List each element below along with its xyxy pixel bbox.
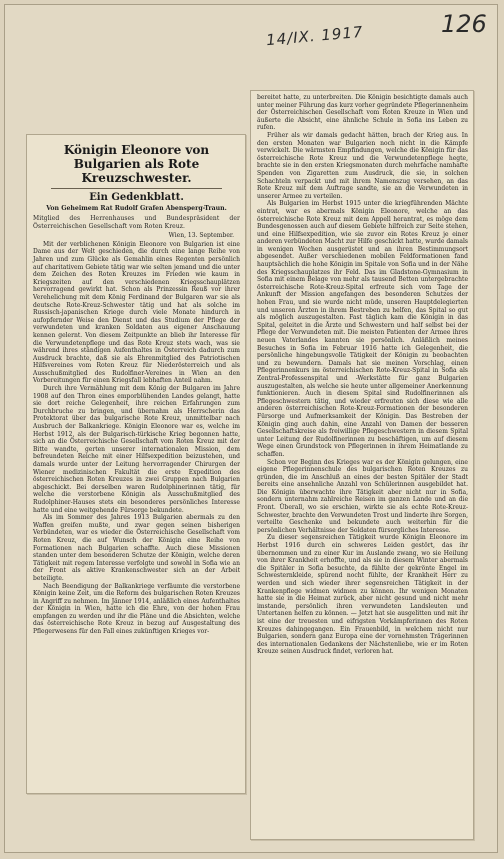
newspaper-clipping-left [26, 134, 246, 794]
article-paragraph: Zu dieser segensreichen Tätigkeit wurde Königin Eleonore im Herbst 1916 durch ein schweres Leiden gestört, das ihr übernommen und zu einer Kur im Auslande zwang, wo sie Heilung von ihrer Krankheit erhoffte, und als sie in diesem Winter abermals die Spitäler in Sofia besuchte, da fühlte der gekrönte Engel im Schwesternkleide, spürend nocht fühlte, der Krankheit Herr zu werden und sich wieder ihrer segensreichen Tätigkeit in der Krankenpflege widmen widmen zu können. Ihr wenigen Monaten hatte sie in die Heimat zurück, aber nicht gesund und nicht mehr imstande, persönlich ihren verwundeten Landsleuten und Untertanen helfen zu können. — Jetzt hat sie ausgelitten und mit ihr ist eine der treuesten und eifrigsten Vorkämpferinnen des Roten Kreuzes dahingegangen. Ein Frauenbild, in welchem nicht nur Bulgarien, sondern ganz Europa eine der vornehmsten Trägerinnen des internationalen Gedankens der Nächstenliebe, wie er im Roten Kreuze seinen Ausdruck findet, verloren hat. [257, 534, 468, 656]
article-paragraph: Als im Sommer des Jahres 1913 Bulgarien abermals zu den Waffen greifen mußte, und zwar gegen seinen bisherigen Verbündeten, war es wieder die Österreichische Gesellschaft vom Roten Kreuz, die auf Wunsch der Königin eine Reihe von Formationen nach Bulgarien schaffte. Auch diese Missionen standen unter dem besonderen Schutze der Königin, welche deren Tätigkeit mit regem Interesse verfolgte und sowohl in Sofia wie an der Front als aktive Krankenschwester sich an der Arbeit beteiligte. [33, 514, 240, 582]
headline-rule [51, 188, 222, 189]
article-headline: Königin Eleonore von Bulgarien als Rote Kreuzschwester. [63, 143, 210, 185]
article-subhead: Ein Gedenkblatt. [89, 192, 184, 203]
newspaper-clipping-right [250, 90, 474, 840]
article-paragraph: Nach Beendigung der Balkankriege verfäumte die verstorbene Königin keine Zeit, um die Reform des bulgarischen Roten Kreuzes in Angriff zu nehmen. Im Jänner 1914, anläßlich eines Aufenthaltes der Königin in Wien, hatte ich die Ehre, von der hohen Frau empfangen zu werden und ihr die Pläne und die Absichten, welche das österreichische Rote Kreuz in bezug auf Ausgestaltung des Pflegerwesens für den Fall eines zukünftigen Krieges vor- [33, 582, 240, 636]
article-paragraph: Schon vor Beginn des Krieges war es der Königin gelungen, eine eigene Pflegerinnenschule des bulgarischen Roten Kreuzes zu gründen, die im Anschluß an eines der besten Spitäler der Stadt bereits eine ansehnliche Anzahl von Schülerinnen ausgebildet hat. Die Königin überwachte ihre Tätigkeit aber nicht nur in Sofia, sondern unternahm zahlreiche Reisen im ganzen Lande und an die Front. Überall, wo sie erschien, wirkte sie als echte Rote-Kreuz-Schwester, brachte den Verwundeten Trost und linderte ihre Sorgen, verteilte Geschenke und bekundete auch weiterhin für die persönlichen Verhältnisse der Soldaten fürsorgliches Interesse. [257, 458, 468, 534]
article-byline: Von Geheimem Rat Rudolf Grafen Abensperg-Traun. [46, 205, 227, 212]
article-paragraph: Durch ihre Vermählung mit dem König der Bulgaren im Jahre 1908 auf den Thron eines emporblühenden Landes gelangt, hatte sie dort reiche Gelegenheit, ihre reichen Erfahrungen zum Durchbruche zu bringen, und übernahm als Herrscherin das Protektorat über das bulgarische Rote Kreuz, unmittelbar nach Ausbruch der Balkankriege. Königin Eleonore war es, welche im Herbst 1912, als der Bulgarisch-türkische Krieg begonnen hatte, sich an die Österreichische Gesellschaft vom Roten Kreuz mit der Bitte wandte, gerten unserer internationalen Mission, dem befreundeten Reiche mit einer Hilfsexpedition beizustehen, und damals wurde unter der Leitung hervorragender Chirurgen der Wiener medizinischen Fakultät die erste Expedition des österreichischen Roten Kreuzes in zwei Gruppen nach Bulgarien abgeschickt. Bei derselben waren Rudolphinerinnen tätig, für welche die verstorbene Königin als Ausschußmitglied des Rudolphiner-Hauses stets ein besonderes persönliches Interesse hatte und eine weitgehende Fürsorge bekundete. [33, 385, 240, 514]
article-author-title: Mitglied des Herrenhauses und Bundespräsident der Österreichischen Gesellschaft vom Roten Kreuz. [33, 215, 240, 230]
article-paragraph: Als Bulgarien im Herbst 1915 unter die kriegführenden Mächte eintrat, war es abermals Königin Eleonore, welche an das österreichische Rote Kreuz mit dem Appell herantrat, es möge dem Bundesgenossen auch auf diesem Gebiete hilfreich zur Seite stehen, und eine Hilfsexpedition, wie sie zuvor ein Rotes Kreuz je einer anderen verbündeten Macht zur Hilfe geschickt hatte, wurde damals in wenigen Wochen ausgerüstet und an ihren Bestimmungsort abgesendet. Außer verschiedenen mobilen Feldformationen fand hauptsächlich die hohe Königin im Spitale von Sofia und in der Nähe des Kriegsschauplatzes ihr Feld. Das im Gladstone-Gymnasium in Sofia mit einem Belage von mehr als tausend Betten untergebrachte österreichische Rote-Kreuz-Spital erfreute sich vom Tage der Ankunft der Mission angefangen des besonderen Schutzes der hohen Frau, und sie wurde nicht müde, unseren Hauptdelegierten und unseren Ärzten in ihrem Bestreben zu helfen, das Spital so gut als möglich auszugestalten. Fast täglich kam die Königin in das Spital, geleitet in die Ärzte und Schwestern und half selbst bei der Pflege der Verwundeten mit. Die meisten Patienten der Armee ihres neuen Vaterlandes kannten sie persönlich. Anläßlich meines Besuches in Sofia im Februar 1916 hatte ich Gelegenheit, die persönliche hingebungsvolle Tätigkeit der Königin zu beobachten und zu bewundern. Damals hat sie meinen Vorschlag, einen Pflegerinnenkurs im österreichischen Rote-Kreuz-Spital in Sofia als Zentral-Professenspital und -Werkstätte für ganz Bulgarien auszugestalten, als welche sie heute unter allgemeiner Anerkennung funktionieren. Auch in diesem Spital sind Rudolfinerinnen als Pflegeschwestern tätig, und wieder erfreuten sich diese wie alle anderen österreichischen Rote-Kreuz-Formationen der besonderen Fürsorge und Aufmerksamkeit der Königin. Das Bestreben der Königin ging auch dahin, eine Anzahl von Damen der besseren Gesellschaftskreise als freiwillige Pflegeschwestern in diesem Spital unter Leitung der Rudolfinerinnen zu beschäftigen, um auf diesem Wege einen Grundstock von Pflegerinnen in ihrem Heimatlande zu schaffen. [257, 200, 468, 458]
handwritten-page-number: 126 [441, 10, 487, 38]
article-paragraph: Mit der verblichenen Königin Eleonore von Bulgarien ist eine Dame aus der Welt geschieden, die durch eine lange Reihe von Jahren und zum Glücke als Gemahlin eines Regenten persönlich auf charitativem Gebiete tätig war wie selten jemand und die unter dem Zeichen des Roten Kreuzes im Frieden wie kaum in Kriegszeiten auf den verschiedenen Kriegsschauplätzen hervorragend gewirkt hat. Schon als Prinzessin Reuß vor ihrer Verehelichung mit dem König Ferdinand der Bulgaren war sie als deutsche Rote-Kreuz-Schwester tätig und hat als solche im Russisch-japanischen Kriege durch viele Monate hindurch in aufopfernder Weise den Dienst und das Studium der Pflege der verwundeten und kranken Soldaten aus eigener Anschauung kennen gelernt. Von diesem Zeitpunkte an blieb ihr Interesse für die Verwundetenpflege und das Rote Kreuz stets wach, was sie während ihres ständigen Aufenthaltes in Österreich dadurch zum Ausdruck brachte, daß sie als Ehrenmitglied des Patriotischen Hilfsvereines vom Roten Kreuz für Niederösterreich und als Ausschußmitglied des Rudolfiner-Vereines in Wien an den Vorbereitungen für einen Kriegsfall lebhaften Anteil nahm. [33, 240, 240, 385]
handwritten-date: 14/IX. 1917 [265, 22, 365, 50]
article-paragraph: bereitet hatte, zu unterbreiten. Die Königin besichtigte damals auch unter meiner Führung das kurz vorher gegründete Pflegerinnenheim der Österreichischen Gesellschaft vom Roten Kreuze in Wien und äußerte die Absicht, eine ähnliche Schule in Sofia ins Leben zu rufen. [257, 94, 468, 132]
article-dateline: Wien, 13. September. [168, 232, 234, 240]
article-paragraph: Früher als wir damals gedacht hätten, brach der Krieg aus. In den ersten Monaten war Bulgarien noch nicht in die Kämpfe verwickelt. Die wärmsten Empfindungen, welche die Königin für das österreichische Rote Kreuz und die Verwundetenpflege hegte, brachte sie in den ersten Kriegsmonaten durch mehrfache namhafte Spenden von Zigaretten zum Ausdruck, die sie, in solchen Schachteln verpackt und mit ihrem Namenszug versehen, an das Rote Kreuz mit dem Auftrage sandte, sie an die Verwundeten in unserer Armee zu verteilen. [257, 131, 468, 200]
